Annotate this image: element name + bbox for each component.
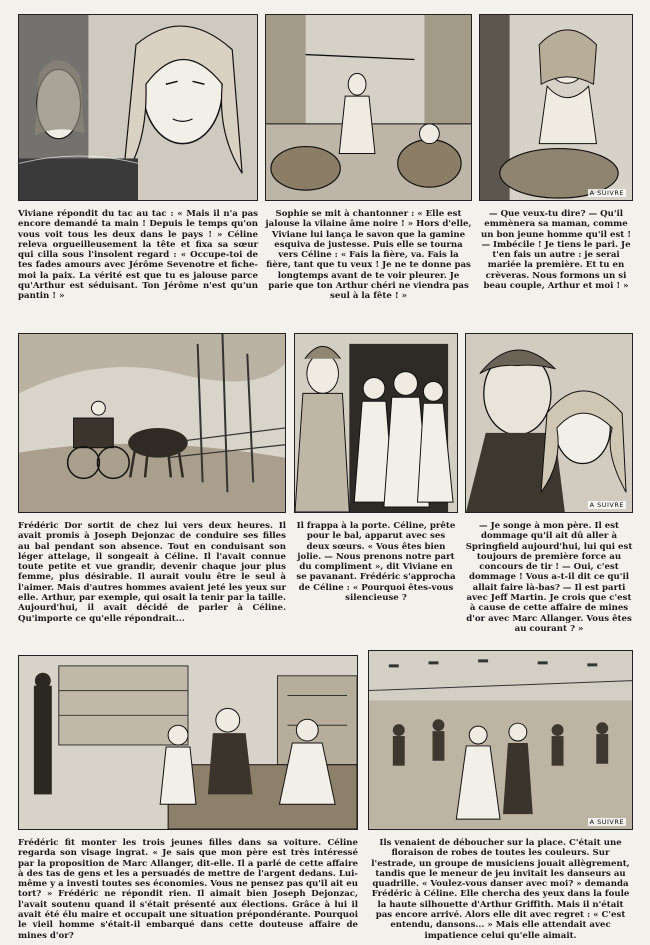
doorway-sisters-illustration [295,334,457,512]
comic-panel-6 [465,333,633,513]
horse-carriage-illustration [19,334,285,512]
comic-panel-2 [265,14,472,201]
woman-in-tub-illustration [480,15,632,200]
bath-scene-illustration [19,15,257,200]
narration-text: Viviane répondit du tac au tac : « Mais il n'a pas encore demandé ta main ! Depuis le temps qu'on vous voit tous les deux dans le pays ! » Céline releva orgueilleusement la tête et fixa sa sœur qui cilla sous l'insolent regard : « Occupe-toi de tes fades amours avec Jérôme Sevenotre et fiche-moi la paix. La vérité est que tu es jalouse parce qu'Arthur est séduisant. Ton Jérôme n'est qu'un pantin ! » [18,209,258,302]
portrait-couple-illustration [466,334,632,512]
dialogue-text: — Je songe à mon père. Il est dommage qu'il ait dû aller à Springfield aujourd'hui, lui qui est toujours de première force au concours de tir ! — Oui, c'est dommage ! Vous a-t-il dit ce qu'il allait faire là-bas? — Il est parti avec Jeff Martin. Je crois que c'est à cause de cette affaire de mines d'or avec Marc Allanger. Vous êtes au courant ? » [465,521,633,634]
town-wagon-illustration [19,656,357,829]
soap-throw-illustration [266,15,471,200]
narration-text: Il frappa à la porte. Céline, prête pour le bal, apparut avec ses deux sœurs. « Vous êtes bien jolie. — Nous prenons notre part du compliment », dit Viviane en se pavanant. Frédéric s'approcha de Céline : « Pourquoi êtes-vous silencieuse ? [296,521,456,604]
comic-panel-1 [18,14,258,201]
narration-text: Frédéric Dor sortit de chez lui vers deux heures. Il avait promis à Joseph Dejonzac de conduire ses filles au bal pendant son absence. Tout en conduisant son léger attelage, il songeait à Céline. Il l'avait connue toute petite et vue grandir, devenir chaque jour plus femme, plus désirable. Il aurait voulu être le seul à l'aimer. Mais d'autres hommes avaient jeté les yeux sur elle. Arthur, par exemple, qui osait la tenir par la taille. Aujourd'hui, il avait décidé de parler à Céline. Qu'importe ce qu'elle répondrait... [18,521,286,624]
dialogue-text: — Que veux-tu dire? — Qu'il emmènera sa maman, comme un bon jeune homme qu'il est ! — Imbécile ! Je tiens le pari. Je t'en fais un autre : je serai mariée la première. Et tu en crèveras. Nous formons un si beau couple, Arthur et moi ! » [480,209,632,292]
comic-panel-8 [368,650,633,830]
comic-panel-4 [18,333,286,513]
narration-text: Sophie se mit à chantonner : « Elle est jalouse la vilaine âme noire ! » Hors d'elle, Viviane lui lança le savon que la gamine esquiva de justesse. Puis elle se tourna vers Céline : « Fais la fière, va. Fais la fière, tant que tu veux ! Je ne te donne pas longtemps avant de te voir pleurer. Je parie que ton Arthur chéri ne viendra pas seul à la fête ! » [265,209,472,302]
narration-text: Ils venaient de déboucher sur la place. C'était une floraison de robes de toutes les couleurs. Sur l'estrade, un groupe de musiciens jouait allègrement, tandis que le meneur de jeu invitait les danseurs au quadrille. « Voulez-vous danser avec moi? » demanda Frédéric à Céline. Elle chercha des yeux dans la foule la haute silhouette d'Arthur Griffith. Mais il n'était pas encore arrivé. Alors elle dit avec regret : « C'est entendu, dansons... » Mais elle attendait avec impatience celui qu'elle aimait. [371,838,630,941]
comic-panel-5 [294,333,458,513]
to-be-continued-caption: A SUIVRE [589,501,624,509]
to-be-continued-caption: A SUIVRE [589,189,624,197]
comic-panel-7 [18,655,358,830]
town-square-dance-illustration [369,651,632,829]
narration-text: Frédéric fit monter les trois jeunes filles dans sa voiture. Céline regarda son visage ingrat. « Je sais que mon père est très intéressé par la proposition de Marc Allanger, dit-elle. Il a parlé de cette affaire à des tas de gens et les a persuadés de mettre de l'argent dedans. Lui-même y a investi toutes ses économies. Vous ne pensez pas qu'il ait eu tort? » Frédéric ne répondit rien. Il aimait bien Joseph Dejonzac, l'avait soutenu quand il s'était présenté aux élections. Grâce à lui il avait été élu maire et occupait une situation prépondérante. Pourquoi le vieil homme s'était-il embarqué dans cette douteuse affaire de mines d'or? [18,838,358,941]
comic-panel-3 [479,14,633,201]
to-be-continued-caption: A SUIVRE [589,818,624,826]
